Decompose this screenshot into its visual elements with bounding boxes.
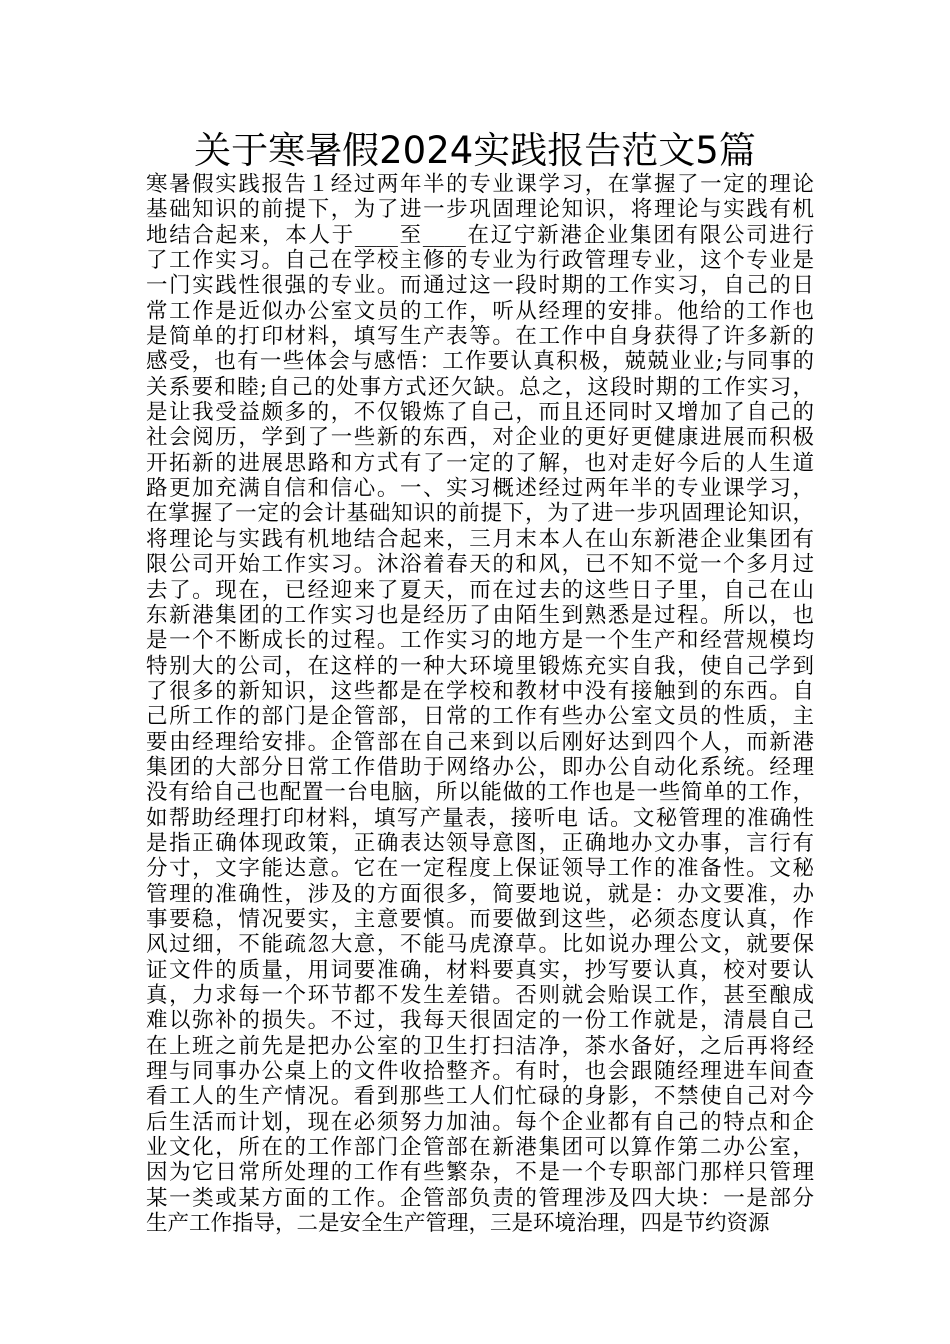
body-line: 基础知识的前提下，为了进一步巩固理论知识，将理论与实践有机 bbox=[146, 197, 814, 223]
body-line: 己所工作的部门是企管部，日常的工作有些办公室文员的性质，主 bbox=[146, 704, 814, 730]
body-line: 因为它日常所处理的工作有些繁杂，不是一个专职部门那样只管理 bbox=[146, 1160, 814, 1186]
body-line: 后生活而计划，现在必须努力加油。每个企业都有自己的特点和企 bbox=[146, 1109, 814, 1135]
body-line: 分寸，文字能达意。它在一定程度上保证领导工作的准备性。文秘 bbox=[146, 856, 814, 882]
body-line: 是指正确体现政策，正确表达领导意图，正确地办文办事，言行有 bbox=[146, 830, 814, 856]
body-line: 寒暑假实践报告１经过两年半的专业课学习，在掌握了一定的理论 bbox=[146, 172, 814, 197]
document-body bbox=[146, 172, 814, 1236]
body-line: 了工作实习。自己在学校主修的专业为行政管理专业，这个专业是 bbox=[146, 248, 814, 274]
body-line: 在掌握了一定的会计基础知识的前提下，为了进一步巩固理论知识， bbox=[146, 501, 814, 527]
body-line: 如帮助经理打印材料，填写产量表，接听电 话。文秘管理的准确性 bbox=[146, 805, 814, 831]
body-line: 真，力求每一个环节都不发生差错。否则就会贻误工作，甚至酿成 bbox=[146, 983, 814, 1008]
body-line: 常工作是近似办公室文员的工作，听从经理的安排。他给的工作也 bbox=[146, 298, 814, 324]
body-line: 将理论与实践有机地结合起来，三月末本人在山东新港企业集团有 bbox=[146, 526, 814, 552]
body-line: 关系要和睦;自己的处事方式还欠缺。总之，这段时期的工作实习， bbox=[146, 374, 814, 400]
body-line: 难以弥补的损失。不过，我每天很固定的一份工作就是，清晨自己 bbox=[146, 1008, 814, 1034]
body-line: 在上班之前先是把办公室的卫生打扫洁净，茶水备好，之后再将经 bbox=[146, 1033, 814, 1059]
body-line: 风过细，不能疏忽大意，不能马虎潦草。比如说办理公文，就要保 bbox=[146, 932, 814, 958]
body-line: 没有给自己也配置一台电脑，所以能做的工作也是一些简单的工作， bbox=[146, 780, 814, 806]
body-line: 社会阅历，学到了一些新的东西，对企业的更好更健康进展而积极 bbox=[146, 425, 814, 451]
body-line: 去了。现在，已经迎来了夏天，而在过去的这些日子里，自己在山 bbox=[146, 577, 814, 603]
body-line: 事要稳，情况要实，主意要慎。而要做到这些，必须态度认真，作 bbox=[146, 906, 814, 932]
body-line: 业文化，所在的工作部门企管部在新港集团可以算作第二办公室， bbox=[146, 1135, 814, 1161]
body-line: 管理的准确性，涉及的方面很多，简要地说，就是：办文要准，办 bbox=[146, 881, 814, 907]
body-line: 是让我受益颇多的，不仅锻炼了自己，而且还同时又增加了自己的 bbox=[146, 400, 814, 426]
body-line: 看工人的生产情况。看到那些工人们忙碌的身影，不禁使自己对今 bbox=[146, 1084, 814, 1110]
body-line: 某一类或某方面的工作。企管部负责的管理涉及四大块：一是部分 bbox=[146, 1185, 814, 1211]
body-line: 感受，也有一些体会与感悟：工作要认真积极，兢兢业业;与同事的 bbox=[146, 349, 814, 375]
document-title: 关于寒暑假2024实践报告范文5篇 bbox=[194, 129, 756, 172]
body-line: 生产工作指导，二是安全生产管理，三是环境治理，四是节约资源 bbox=[146, 1211, 770, 1237]
body-line: 路更加充满自信和信心。一、实习概述经过两年半的专业课学习， bbox=[146, 476, 814, 502]
body-line: 理与同事办公桌上的文件收拾整齐。有时，也会跟随经理进车间查 bbox=[146, 1059, 814, 1085]
body-line: 了很多的新知识，这些都是在学校和教材中没有接触到的东西。自 bbox=[146, 678, 814, 704]
body-line: 东新港集团的工作实习也是经历了由陌生到熟悉是过程。所以，也 bbox=[146, 602, 814, 628]
body-line: 一门实践性很强的专业。而通过这一段时期的工作实习，自己的日 bbox=[146, 273, 814, 299]
body-line: 要由经理给安排。企管部在自己来到以后刚好达到四个人，而新港 bbox=[146, 729, 814, 755]
body-line: 开拓新的进展思路和方式有了一定的了解，也对走好今后的人生道 bbox=[146, 450, 814, 476]
body-line: 是一个不断成长的过程。工作实习的地方是一个生产和经营规模均 bbox=[146, 628, 814, 654]
body-line: 集团的大部分日常工作借助于网络办公，即办公自动化系统。经理 bbox=[146, 754, 814, 780]
body-line: 证文件的质量，用词要准确，材料要真实，抄写要认真，校对要认 bbox=[146, 957, 814, 983]
body-line: 特别大的公司，在这样的一种大环境里锻炼充实自我，使自己学到 bbox=[146, 653, 814, 679]
body-line: 限公司开始工作实习。沐浴着春天的和风，已不知不觉一个多月过 bbox=[146, 552, 814, 578]
body-line: 地结合起来，本人于____至____在辽宁新港企业集团有限公司进行 bbox=[146, 222, 814, 248]
body-line: 是简单的打印材料，填写生产表等。在工作中自身获得了许多新的 bbox=[146, 324, 814, 350]
